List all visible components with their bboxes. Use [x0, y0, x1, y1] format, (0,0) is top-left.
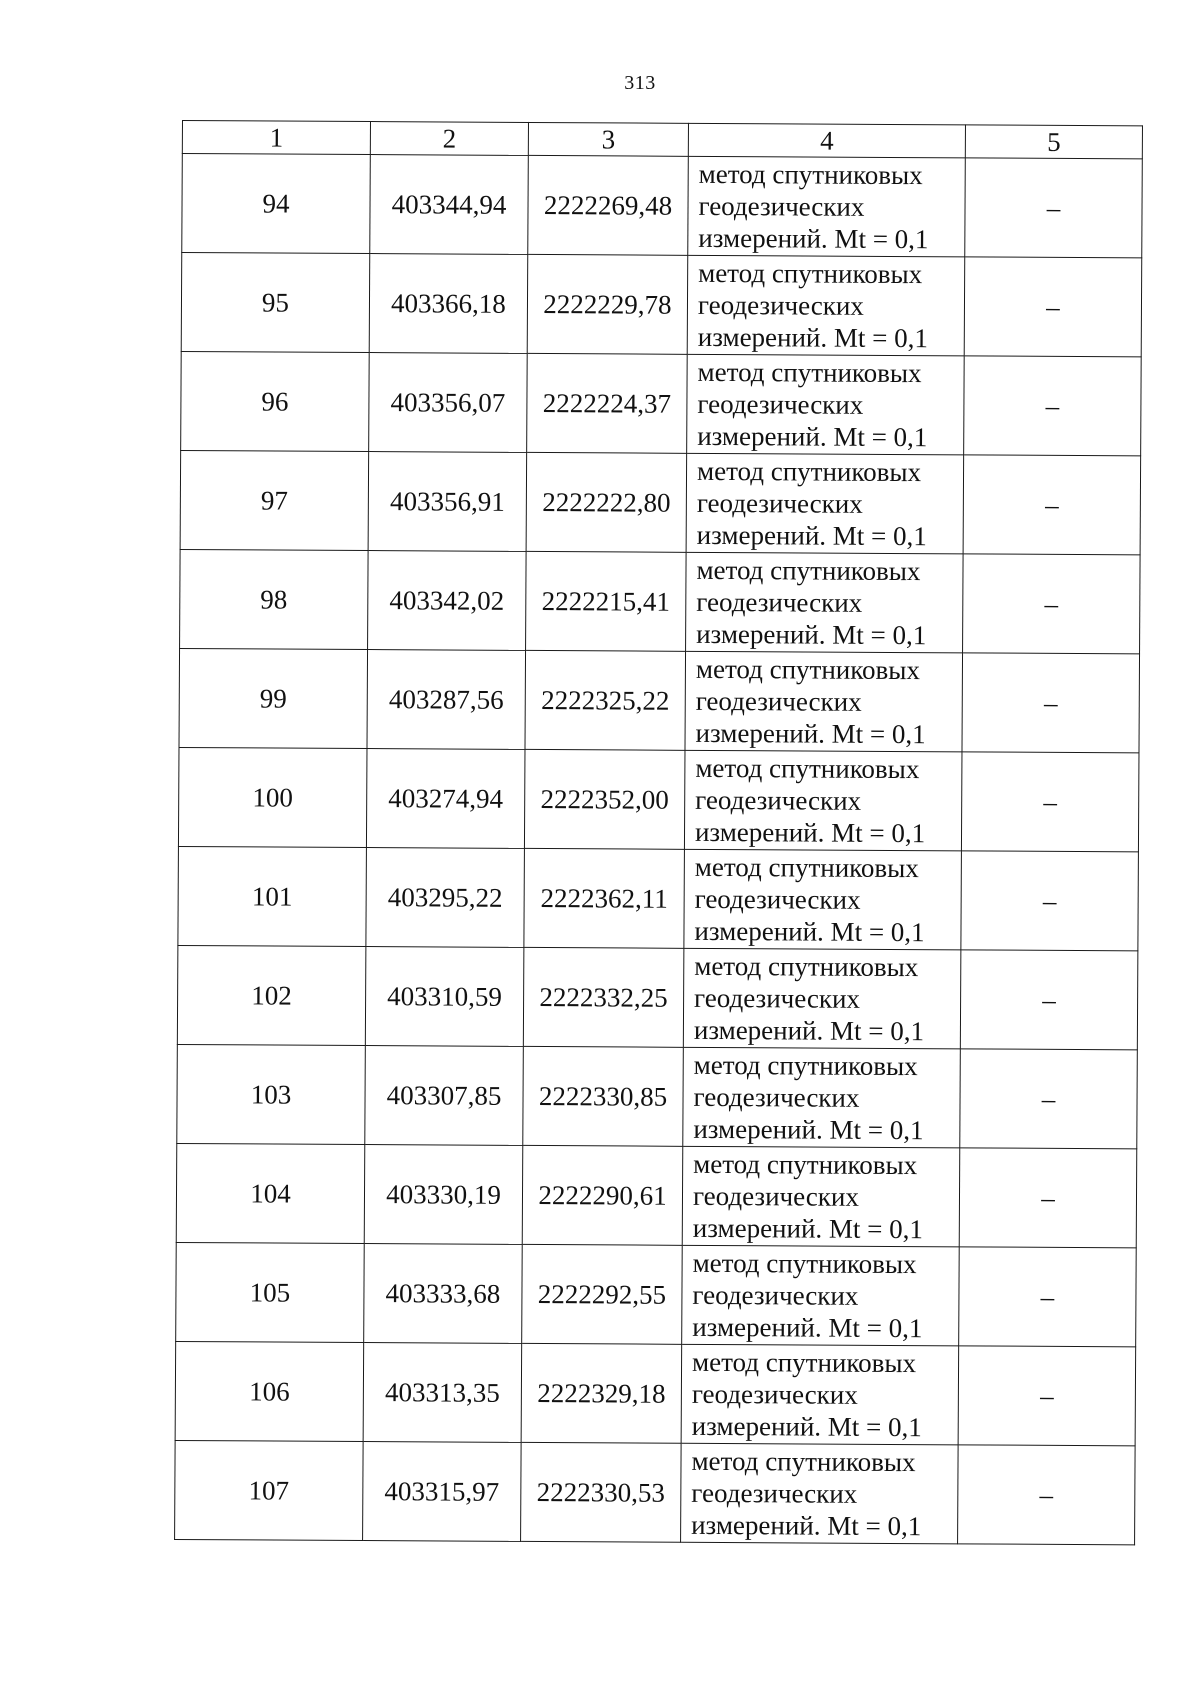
- x-coordinate-cell: 403295,22: [366, 848, 525, 948]
- method-line: измерений. Mt = 0,1: [692, 1311, 923, 1344]
- method-line: измерений. Mt = 0,1: [692, 1212, 924, 1245]
- method-line: измерений. Mt = 0,1: [695, 717, 926, 750]
- method-line: геодезических: [694, 883, 861, 915]
- x-coordinate-cell: 403307,85: [365, 1046, 524, 1146]
- method-cell: [688, 156, 966, 257]
- y-coordinate-cell: 2222224,37: [527, 353, 688, 453]
- method-line: метод спутниковых: [691, 1445, 916, 1478]
- method-line: измерений. Mt = 0,1: [694, 915, 925, 948]
- y-coordinate-cell: 2222352,00: [524, 749, 685, 849]
- description-cell: –: [958, 1346, 1136, 1446]
- point-number-cell: 106: [175, 1341, 364, 1441]
- description-cell: –: [964, 257, 1142, 357]
- method-cell: [685, 651, 963, 752]
- method-line: геодезических: [691, 1477, 858, 1509]
- y-coordinate-cell: 2222362,11: [524, 848, 685, 948]
- description-cell: –: [959, 1247, 1137, 1347]
- method-cell: [684, 849, 962, 950]
- method-line: измерений. Mt = 0,1: [694, 816, 926, 849]
- description-cell: –: [960, 1049, 1138, 1149]
- method-line: метод спутниковых: [696, 554, 921, 587]
- coordinates-table: [174, 120, 1143, 1545]
- method-cell: [681, 1443, 959, 1544]
- point-number-cell: 100: [178, 747, 367, 847]
- column-header-2: 2: [370, 122, 528, 156]
- method-cell: [686, 552, 964, 653]
- table-row: [181, 351, 1142, 455]
- x-coordinate-cell: 403344,94: [370, 155, 529, 255]
- column-header-3: 3: [528, 122, 688, 156]
- description-cell: –: [958, 1445, 1136, 1545]
- description-cell: –: [962, 653, 1140, 753]
- point-number-cell: 99: [179, 648, 368, 748]
- y-coordinate-cell: 2222292,55: [522, 1244, 683, 1344]
- method-line: метод спутниковых: [692, 1247, 917, 1280]
- y-coordinate-cell: 2222332,25: [523, 947, 684, 1047]
- method-line: геодезических: [694, 982, 861, 1014]
- table-row: [175, 1341, 1136, 1445]
- method-line: геодезических: [693, 1081, 860, 1113]
- x-coordinate-cell: 403356,07: [369, 353, 528, 453]
- method-line: геодезических: [696, 487, 863, 519]
- method-line: геодезических: [698, 190, 865, 222]
- method-line: геодезических: [697, 388, 864, 420]
- method-line: геодезических: [692, 1279, 859, 1311]
- x-coordinate-cell: 403330,19: [364, 1145, 523, 1245]
- method-line: геодезических: [697, 289, 864, 321]
- method-line: геодезических: [691, 1378, 858, 1410]
- method-line: метод спутниковых: [693, 1049, 918, 1082]
- method-cell: [683, 948, 961, 1049]
- method-line: измерений. Mt = 0,1: [693, 1014, 925, 1047]
- table-row: [181, 253, 1142, 357]
- description-cell: –: [965, 158, 1143, 258]
- table-row: [177, 945, 1138, 1049]
- table-row: [179, 648, 1140, 752]
- point-number-cell: 96: [181, 351, 370, 451]
- description-cell: –: [963, 455, 1141, 555]
- y-coordinate-cell: 2222330,85: [523, 1046, 684, 1146]
- method-line: метод спутниковых: [697, 356, 922, 389]
- x-coordinate-cell: 403356,91: [368, 452, 527, 552]
- column-header-4: 4: [688, 123, 965, 158]
- method-line: геодезических: [696, 586, 863, 618]
- y-coordinate-cell: 2222229,78: [527, 254, 688, 354]
- x-coordinate-cell: 403287,56: [367, 650, 526, 750]
- point-number-cell: 104: [176, 1143, 365, 1243]
- method-line: метод спутниковых: [693, 1148, 918, 1181]
- y-coordinate-cell: 2222329,18: [521, 1343, 682, 1443]
- method-cell: [682, 1146, 960, 1247]
- coordinates-table-wrapper: [174, 120, 1143, 1545]
- description-cell: –: [963, 554, 1141, 654]
- method-line: геодезических: [692, 1180, 859, 1212]
- point-number-cell: 95: [181, 253, 370, 353]
- table-row: [180, 450, 1141, 554]
- method-line: метод спутниковых: [691, 1346, 917, 1379]
- method-cell: [687, 354, 965, 455]
- point-number-cell: 103: [177, 1044, 366, 1144]
- x-coordinate-cell: 403342,02: [368, 551, 527, 651]
- method-cell: [683, 1047, 961, 1148]
- table-row: [182, 154, 1143, 258]
- method-line: геодезических: [695, 784, 862, 816]
- method-line: метод спутниковых: [695, 653, 921, 686]
- y-coordinate-cell: 2222269,48: [528, 155, 689, 255]
- column-header-1: 1: [182, 121, 370, 155]
- y-coordinate-cell: 2222215,41: [526, 551, 687, 651]
- column-header-5: 5: [965, 125, 1142, 159]
- description-cell: –: [964, 356, 1142, 456]
- description-cell: –: [961, 851, 1139, 951]
- point-number-cell: 102: [177, 945, 366, 1045]
- method-cell: [682, 1245, 960, 1346]
- method-cell: [681, 1344, 959, 1445]
- table-header-row: [182, 121, 1142, 159]
- method-cell: [684, 750, 962, 851]
- table-row: [180, 549, 1141, 653]
- point-number-cell: 94: [182, 154, 371, 254]
- method-line: измерений. Mt = 0,1: [697, 420, 928, 453]
- description-cell: –: [959, 1148, 1137, 1248]
- method-line: метод спутниковых: [698, 158, 923, 191]
- x-coordinate-cell: 403333,68: [364, 1244, 523, 1344]
- method-line: измерений. Mt = 0,1: [693, 1113, 924, 1146]
- method-cell: [686, 453, 964, 554]
- method-line: измерений. Mt = 0,1: [691, 1410, 922, 1443]
- method-line: метод спутниковых: [698, 257, 923, 290]
- table-row: [177, 1044, 1138, 1148]
- y-coordinate-cell: 2222330,53: [521, 1442, 682, 1542]
- table-body: [175, 154, 1143, 1545]
- point-number-cell: 105: [176, 1242, 365, 1342]
- x-coordinate-cell: 403313,35: [363, 1343, 522, 1443]
- method-line: измерений. Mt = 0,1: [696, 618, 927, 651]
- point-number-cell: 101: [178, 846, 367, 946]
- point-number-cell: 107: [175, 1440, 364, 1540]
- method-line: метод спутниковых: [694, 851, 919, 884]
- x-coordinate-cell: 403366,18: [369, 254, 528, 354]
- y-coordinate-cell: 2222290,61: [522, 1145, 683, 1245]
- method-line: измерений. Mt = 0,1: [697, 321, 929, 354]
- method-line: измерений. Mt = 0,1: [698, 222, 929, 255]
- table-row: [175, 1440, 1136, 1544]
- x-coordinate-cell: 403274,94: [366, 749, 525, 849]
- table-row: [176, 1143, 1137, 1247]
- table-row: [178, 747, 1139, 851]
- method-line: геодезических: [695, 685, 862, 717]
- x-coordinate-cell: 403310,59: [365, 947, 524, 1047]
- method-line: измерений. Mt = 0,1: [691, 1509, 922, 1542]
- method-line: измерений. Mt = 0,1: [696, 519, 927, 552]
- y-coordinate-cell: 2222325,22: [525, 650, 686, 750]
- point-number-cell: 98: [180, 549, 369, 649]
- y-coordinate-cell: 2222222,80: [526, 452, 687, 552]
- x-coordinate-cell: 403315,97: [363, 1442, 522, 1542]
- description-cell: –: [961, 752, 1139, 852]
- page-number: 313: [624, 72, 656, 94]
- method-line: метод спутниковых: [695, 752, 920, 785]
- method-line: метод спутниковых: [696, 455, 922, 488]
- method-cell: [687, 255, 965, 356]
- table-row: [178, 846, 1139, 950]
- method-line: метод спутниковых: [694, 950, 919, 983]
- description-cell: –: [960, 950, 1138, 1050]
- table-row: [176, 1242, 1137, 1346]
- point-number-cell: 97: [180, 450, 369, 550]
